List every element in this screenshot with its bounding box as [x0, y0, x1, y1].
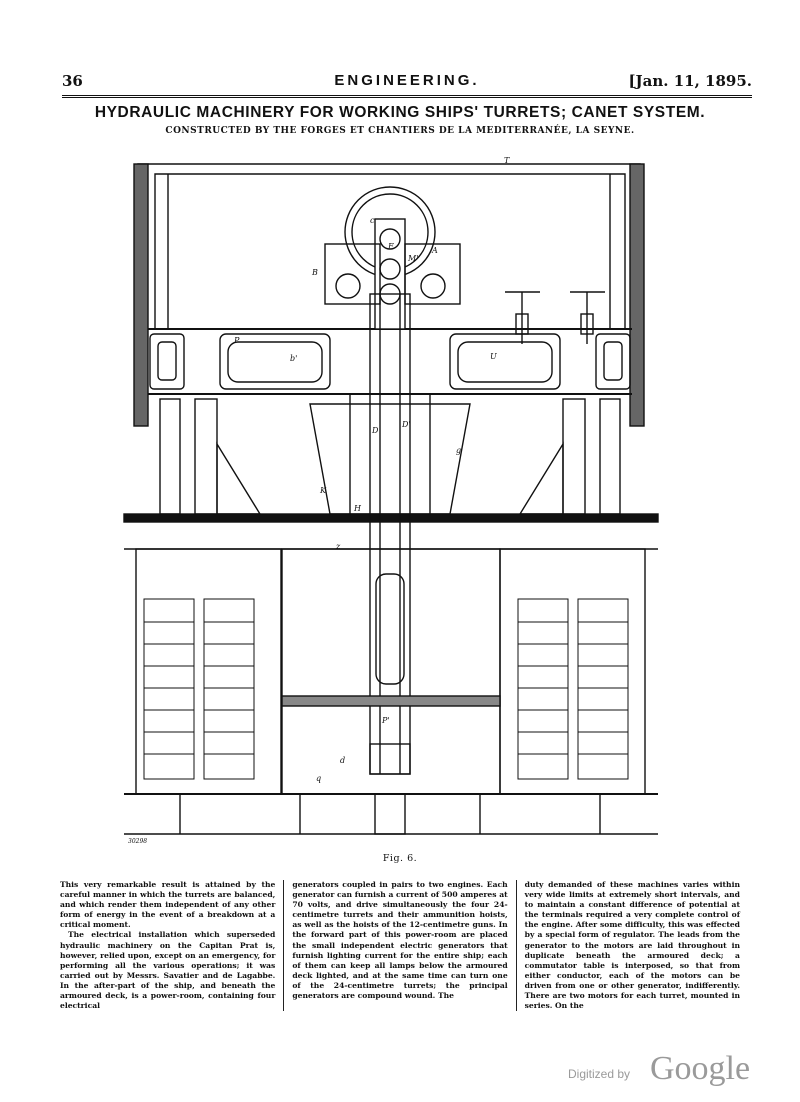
fig-label-F: F: [388, 242, 394, 251]
column-divider: [283, 880, 284, 1011]
fig-label-b: b': [290, 354, 298, 363]
fig-label-U: U: [490, 352, 497, 361]
fig-label-d: d: [340, 756, 346, 765]
armoured-deck: [124, 514, 658, 522]
page-number: 36: [62, 72, 83, 90]
paragraph: duty demanded of these machines varies within very wide limits at extremely short intervals, and to maintain a constant difference of potential at the terminals required a very complete control of the engine. After some difficulty, this was effected by a special form of regulator. The leads from the generator to the motors are laid throughout in duplicate beneath the armoured deck; a commutator table is interposed, so that from either conductor, each of the motors can be driven from one or other generator, indifferently. There are two motors for each turret, mounted in series. On the: [524, 880, 740, 1011]
ram-cylinder: [375, 794, 405, 834]
paragraph: generators coupled in pairs to two engines. Each generator can furnish a current of 500 amperes at 70 volts, and drive simultaneously the four 24-centimetre turrets and their ammunition hoists, as well as the hoists of the 12-centimetre guns. In the forward part of this power-room are placed the small independent electric generators that furnish lighting current for the entire ship; each of them can keep all lamps below the armoured deck lighted, and at the same time can turn one of the 24-centimetre turrets; the principal generators are compound wound. The: [292, 880, 508, 1001]
fig-label-c: c: [370, 216, 375, 225]
fig-label-D2: D': [402, 420, 411, 429]
left-pillar: [160, 399, 180, 514]
page-header: [62, 72, 752, 94]
fig-label-P: P: [234, 336, 240, 345]
fig-label-P2: P': [382, 716, 390, 725]
google-logo: Google: [650, 1050, 751, 1087]
digitized-label: Digitized by: [568, 1067, 631, 1081]
hood-right-wall: [630, 164, 644, 426]
handwheel-right: [570, 292, 605, 344]
article-body: [60, 880, 740, 1011]
header-rule: [62, 95, 752, 96]
lower-platform: [282, 696, 500, 706]
figure-caption: Fig. 6.: [382, 853, 418, 864]
fig-label-H: H: [354, 504, 361, 513]
digitized-watermark: [568, 1050, 768, 1090]
shell-stack-left: [144, 599, 254, 779]
handwheel-left: [505, 292, 540, 344]
body-column-3: [525, 880, 740, 1011]
hood-left-wall: [134, 164, 148, 426]
issue-date: [Jan. 11, 1895.: [628, 72, 752, 90]
fig-label-g: g: [456, 446, 462, 455]
header-rule-thin: [62, 97, 752, 98]
paragraph: The electrical installation which superseded hydraulic machinery on the Capitan Prat is, however, relied upon, except on an emergency, for performing all the various operations; it was carried out by Messrs. Savatier and de Lagabbe. In the after-part of the ship, and beneath the armoured deck, is a power-room, containing four electrical: [60, 930, 276, 1011]
central-trunk: [310, 404, 470, 514]
shell-stack-right: [518, 599, 628, 779]
fig-label-B: B: [312, 268, 318, 277]
engraver-mark: 30298: [128, 838, 148, 845]
fig-label-q: q: [316, 774, 322, 783]
central-trunk-lower: [282, 549, 500, 794]
fig-label-A: A: [432, 246, 438, 255]
fig-label-T: T: [504, 156, 510, 165]
journal-title: ENGINEERING.: [334, 72, 480, 89]
fig-label-M: M': [408, 254, 419, 263]
article-subtitle: CONSTRUCTED BY THE FORGES ET CHANTIERS DE LA MEDITERRANÉE, LA SEYNE.: [165, 126, 635, 136]
column-divider: [516, 880, 517, 1011]
article-title: HYDRAULIC MACHINERY FOR WORKING SHIPS' TURRETS; CANET SYSTEM.: [94, 104, 706, 121]
fig-label-z: z: [336, 542, 341, 551]
fig-label-K: K: [320, 486, 326, 495]
body-column-1: [60, 880, 275, 1011]
paragraph: This very remarkable result is attained by the careful manner in which the turrets are balanced, and which render them independent of any other form of energy in the event of a breakdown at a critical moment.: [60, 880, 276, 930]
fig-label-D: D: [372, 426, 379, 435]
right-pillar: [600, 399, 620, 514]
body-column-2: [292, 880, 507, 1011]
